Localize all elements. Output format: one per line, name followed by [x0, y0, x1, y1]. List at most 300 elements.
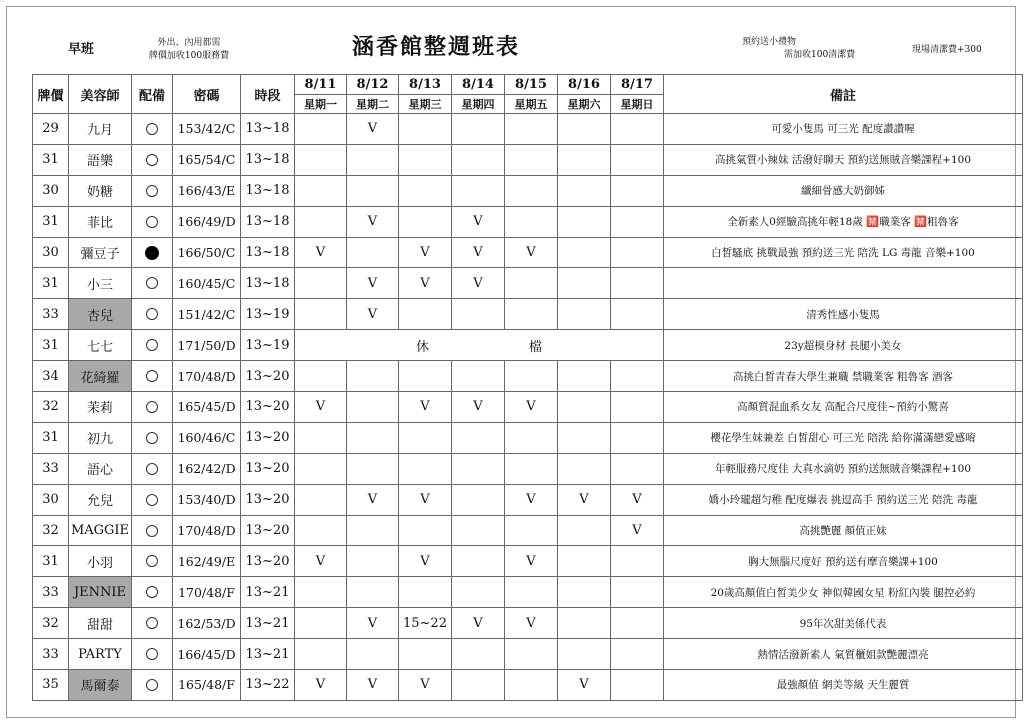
- day-cell: V: [399, 546, 452, 577]
- code-cell: 153/42/C: [173, 114, 241, 145]
- col-header-stylist: 美容師: [69, 75, 132, 114]
- stylist-name: 花綺羅: [69, 361, 132, 392]
- day-cell: 15~22: [399, 608, 452, 639]
- col-header-code: 密碼: [173, 75, 241, 114]
- day-cell: [399, 175, 452, 206]
- circle-icon: [146, 401, 158, 413]
- table-row: [33, 206, 1023, 237]
- day-cell: [558, 639, 611, 670]
- table-row: [33, 175, 1023, 206]
- day-cell: V: [295, 392, 347, 423]
- equip-cell: [132, 670, 173, 701]
- price-cell: 32: [33, 392, 69, 423]
- day-cell: [399, 422, 452, 453]
- table-row: [33, 268, 1023, 299]
- stylist-name: JENNIE: [69, 577, 132, 608]
- table-row: [33, 670, 1023, 701]
- day-cell: [505, 639, 558, 670]
- code-cell: 165/48/F: [173, 670, 241, 701]
- day-cell: [452, 670, 505, 701]
- equip-cell: [132, 577, 173, 608]
- day-cell: [611, 206, 664, 237]
- remark-cell: 23y超模身材 長腿小美女: [664, 330, 1023, 361]
- service-fee-note: [134, 37, 244, 63]
- day-cell: [611, 144, 664, 175]
- day-cell: V: [347, 268, 399, 299]
- day-cell: [611, 361, 664, 392]
- price-cell: 31: [33, 546, 69, 577]
- page-title: 涵香館整週班表: [352, 34, 521, 60]
- equip-cell: [132, 484, 173, 515]
- table-row: [33, 237, 1023, 268]
- day-cell: [452, 175, 505, 206]
- day-cell: V: [505, 546, 558, 577]
- day-cell: [505, 268, 558, 299]
- day-cell: [347, 237, 399, 268]
- remark-cell: 高挑白皙青春大學生兼職 禁職業客 粗魯客 酒客: [664, 361, 1023, 392]
- time-cell: 13~20: [241, 546, 295, 577]
- service-fee-note-line1: 外出、內用都需: [157, 38, 221, 48]
- remark-cell: 清秀性感小隻馬: [664, 299, 1023, 330]
- time-cell: 13~22: [241, 670, 295, 701]
- remark-cell: 高顏質混血系女友 高配合尺度佳~預約小驚喜: [664, 392, 1023, 423]
- day-cell: [399, 361, 452, 392]
- day-cell: [399, 515, 452, 546]
- circle-icon: [146, 648, 158, 660]
- day-cell: [347, 546, 399, 577]
- day-cell: [558, 515, 611, 546]
- code-cell: 160/45/C: [173, 268, 241, 299]
- day-cell: [452, 299, 505, 330]
- day-cell: [505, 206, 558, 237]
- equip-cell: [132, 361, 173, 392]
- equip-cell: [132, 237, 173, 268]
- table-row: [33, 330, 1023, 361]
- price-cell: 29: [33, 114, 69, 145]
- col-header-weekday: 星期六: [558, 95, 611, 114]
- day-cell: [295, 422, 347, 453]
- stylist-name: 七七: [69, 330, 132, 361]
- stylist-name: 小羽: [69, 546, 132, 577]
- time-cell: 13~20: [241, 361, 295, 392]
- day-cell: [558, 361, 611, 392]
- circle-icon: [146, 277, 158, 289]
- day-cell: V: [399, 670, 452, 701]
- day-cell: V: [347, 206, 399, 237]
- day-cell: V: [347, 299, 399, 330]
- stylist-name: 允兒: [69, 484, 132, 515]
- day-cell: [505, 670, 558, 701]
- col-header-weekday: 星期一: [295, 95, 347, 114]
- day-cell: [611, 392, 664, 423]
- stylist-name: 語樂: [69, 144, 132, 175]
- code-cell: 151/42/C: [173, 299, 241, 330]
- day-cell: [558, 299, 611, 330]
- code-cell: 166/49/D: [173, 206, 241, 237]
- time-cell: 13~20: [241, 515, 295, 546]
- col-header-date: 8/12: [347, 75, 399, 95]
- day-cell: [558, 453, 611, 484]
- day-cell: V: [295, 237, 347, 268]
- schedule-body: [33, 114, 1023, 701]
- col-header-date: 8/16: [558, 75, 611, 95]
- day-cell: V: [295, 546, 347, 577]
- day-cell: V: [452, 237, 505, 268]
- day-cell: [558, 392, 611, 423]
- equip-cell: [132, 144, 173, 175]
- price-cell: 31: [33, 144, 69, 175]
- day-cell: [611, 453, 664, 484]
- remark-cell: 纖細骨感大奶御姊: [664, 175, 1023, 206]
- equip-cell: [132, 422, 173, 453]
- day-cell: [505, 144, 558, 175]
- price-cell: 32: [33, 515, 69, 546]
- day-cell: [295, 144, 347, 175]
- table-row: [33, 639, 1023, 670]
- day-cell: [611, 114, 664, 145]
- rest-label-1: 休: [415, 339, 429, 355]
- circle-icon: [146, 463, 158, 475]
- day-cell: V: [611, 484, 664, 515]
- col-header-remark: 備註: [664, 75, 1023, 114]
- stylist-name: 甜甜: [69, 608, 132, 639]
- day-cell: V: [399, 392, 452, 423]
- remark-cell: 全新素人0經驗高挑年輕18歲 🈲職業客 🈲粗魯客: [664, 206, 1023, 237]
- code-cell: 170/48/F: [173, 577, 241, 608]
- price-cell: 30: [33, 484, 69, 515]
- stylist-name: 馬爾泰: [69, 670, 132, 701]
- day-cell: [399, 577, 452, 608]
- stylist-name: 杏兒: [69, 299, 132, 330]
- circle-icon: [146, 586, 158, 598]
- code-cell: 162/53/D: [173, 608, 241, 639]
- price-cell: 33: [33, 453, 69, 484]
- col-header-weekday: 星期二: [347, 95, 399, 114]
- col-header-date: 8/11: [295, 75, 347, 95]
- time-cell: 13~18: [241, 237, 295, 268]
- equip-cell: [132, 268, 173, 299]
- price-cell: 30: [33, 175, 69, 206]
- table-row: [33, 392, 1023, 423]
- remark-cell: 95年次甜美係代表: [664, 608, 1023, 639]
- day-cell: V: [505, 392, 558, 423]
- code-cell: 165/54/C: [173, 144, 241, 175]
- day-cell: [295, 515, 347, 546]
- time-cell: 13~20: [241, 453, 295, 484]
- table-row: [33, 114, 1023, 145]
- code-cell: 170/48/D: [173, 361, 241, 392]
- day-cell: V: [347, 670, 399, 701]
- day-cell: [347, 515, 399, 546]
- time-cell: 13~20: [241, 422, 295, 453]
- day-cell: V: [295, 670, 347, 701]
- day-cell: [611, 175, 664, 206]
- day-cell: V: [452, 206, 505, 237]
- code-cell: 162/42/D: [173, 453, 241, 484]
- day-cell: [399, 299, 452, 330]
- stylist-name: 菲比: [69, 206, 132, 237]
- day-cell: [611, 670, 664, 701]
- circle-icon: [146, 679, 158, 691]
- col-header-date: 8/13: [399, 75, 452, 95]
- day-cell: V: [611, 515, 664, 546]
- day-cell: [295, 268, 347, 299]
- day-cell: [295, 361, 347, 392]
- code-cell: 171/50/D: [173, 330, 241, 361]
- circle-icon: [146, 494, 158, 506]
- day-cell: V: [505, 484, 558, 515]
- time-cell: 13~19: [241, 330, 295, 361]
- circle-icon: [146, 154, 158, 166]
- day-cell: V: [347, 114, 399, 145]
- day-cell: [295, 453, 347, 484]
- day-cell: [295, 577, 347, 608]
- code-cell: 166/43/E: [173, 175, 241, 206]
- price-cell: 32: [33, 608, 69, 639]
- circle-icon: [146, 185, 158, 197]
- table-row: [33, 608, 1023, 639]
- price-cell: 31: [33, 422, 69, 453]
- day-cell: [505, 299, 558, 330]
- day-cell: [347, 144, 399, 175]
- circle-icon: [146, 370, 158, 382]
- time-cell: 13~18: [241, 114, 295, 145]
- day-cell: [452, 639, 505, 670]
- day-cell: [347, 453, 399, 484]
- code-cell: 153/40/D: [173, 484, 241, 515]
- circle-icon: [146, 617, 158, 629]
- day-cell: V: [558, 670, 611, 701]
- time-cell: 13~20: [241, 484, 295, 515]
- day-cell: [558, 175, 611, 206]
- day-cell: [611, 268, 664, 299]
- day-cell: V: [347, 608, 399, 639]
- equip-cell: [132, 453, 173, 484]
- code-cell: 162/49/E: [173, 546, 241, 577]
- day-cell: [295, 114, 347, 145]
- stylist-name: 語心: [69, 453, 132, 484]
- day-cell: [611, 299, 664, 330]
- day-cell: [505, 577, 558, 608]
- col-header-date: 8/17: [611, 75, 664, 95]
- table-row: [33, 515, 1023, 546]
- booking-note-line1: 預約送小禮物: [742, 37, 797, 47]
- day-cell: [452, 144, 505, 175]
- day-cell: [611, 639, 664, 670]
- col-header-date: 8/15: [505, 75, 558, 95]
- table-row: [33, 546, 1023, 577]
- remark-cell: 櫻花學生妹兼差 白皙甜心 可三光 陪洗 給你滿滿戀愛感唷: [664, 422, 1023, 453]
- remark-cell: 熱情活潑新素人 氣質櫃姐款艷麗漂亮: [664, 639, 1023, 670]
- day-cell: [295, 639, 347, 670]
- code-cell: 165/45/D: [173, 392, 241, 423]
- equip-cell: [132, 330, 173, 361]
- day-cell: [452, 484, 505, 515]
- price-cell: 34: [33, 361, 69, 392]
- day-cell: V: [399, 237, 452, 268]
- stylist-name: 小三: [69, 268, 132, 299]
- table-row: [33, 361, 1023, 392]
- remark-cell: 嬌小玲瓏超匀稚 配度爆表 挑逗高手 預約送三光 陪洗 毒龍: [664, 484, 1023, 515]
- day-cell: [558, 206, 611, 237]
- rest-cell: [295, 330, 664, 361]
- equip-cell: [132, 206, 173, 237]
- remark-cell: 胸大無腦尺度好 預約送有摩音樂課+100: [664, 546, 1023, 577]
- price-cell: 31: [33, 206, 69, 237]
- circle-icon: [146, 432, 158, 444]
- day-cell: [558, 608, 611, 639]
- time-cell: 13~18: [241, 206, 295, 237]
- circle-icon: [146, 216, 158, 228]
- circle-icon: [146, 555, 158, 567]
- day-cell: [295, 484, 347, 515]
- day-cell: [611, 608, 664, 639]
- stylist-name: 奶糖: [69, 175, 132, 206]
- table-row: [33, 453, 1023, 484]
- price-cell: 30: [33, 237, 69, 268]
- col-header-weekday: 星期三: [399, 95, 452, 114]
- col-header-date: 8/14: [452, 75, 505, 95]
- booking-note-line2: 需加收100清潔費: [784, 50, 856, 60]
- code-cell: 160/46/C: [173, 422, 241, 453]
- day-cell: [295, 206, 347, 237]
- day-cell: V: [399, 484, 452, 515]
- day-cell: [505, 114, 558, 145]
- day-cell: V: [347, 484, 399, 515]
- col-header-weekday: 星期四: [452, 95, 505, 114]
- circle-icon: [146, 525, 158, 537]
- col-header-price: 牌價: [33, 75, 69, 114]
- price-cell: 33: [33, 639, 69, 670]
- equip-cell: [132, 299, 173, 330]
- equip-cell: [132, 175, 173, 206]
- day-cell: [611, 237, 664, 268]
- day-cell: [399, 453, 452, 484]
- day-cell: [505, 175, 558, 206]
- code-cell: 170/48/D: [173, 515, 241, 546]
- day-cell: [399, 114, 452, 145]
- day-cell: V: [505, 608, 558, 639]
- stylist-name: PARTY: [69, 639, 132, 670]
- remark-cell: 白皙騷底 挑戰最強 預約送三光 陪洗 LG 毒龍 音樂+100: [664, 237, 1023, 268]
- day-cell: [611, 577, 664, 608]
- time-cell: 13~18: [241, 175, 295, 206]
- col-header-weekday: 星期日: [611, 95, 664, 114]
- day-cell: V: [452, 268, 505, 299]
- price-cell: 33: [33, 577, 69, 608]
- price-cell: 31: [33, 330, 69, 361]
- price-cell: 33: [33, 299, 69, 330]
- day-cell: [295, 175, 347, 206]
- schedule-table: [32, 74, 1023, 701]
- circle-icon: [146, 308, 158, 320]
- time-cell: 13~21: [241, 577, 295, 608]
- day-cell: V: [452, 392, 505, 423]
- time-cell: 13~21: [241, 639, 295, 670]
- col-header-time: 時段: [241, 75, 295, 114]
- equip-cell: [132, 546, 173, 577]
- day-cell: [558, 422, 611, 453]
- day-cell: [505, 422, 558, 453]
- day-cell: [505, 453, 558, 484]
- col-header-equip: 配備: [132, 75, 173, 114]
- table-row: [33, 299, 1023, 330]
- day-cell: [347, 639, 399, 670]
- equip-cell: [132, 515, 173, 546]
- day-cell: [452, 114, 505, 145]
- day-cell: [558, 144, 611, 175]
- day-cell: [505, 515, 558, 546]
- day-cell: [611, 422, 664, 453]
- day-cell: [452, 453, 505, 484]
- day-cell: [399, 206, 452, 237]
- table-row: [33, 422, 1023, 453]
- day-cell: [558, 546, 611, 577]
- price-cell: 31: [33, 268, 69, 299]
- day-cell: [452, 515, 505, 546]
- stylist-name: 初九: [69, 422, 132, 453]
- cleaning-fee-note: 現場清潔費+300: [912, 45, 982, 55]
- time-cell: 13~21: [241, 608, 295, 639]
- day-cell: [452, 422, 505, 453]
- day-cell: V: [452, 608, 505, 639]
- day-cell: [347, 392, 399, 423]
- circle-icon: [146, 123, 158, 135]
- stylist-name: 九月: [69, 114, 132, 145]
- table-row: [33, 484, 1023, 515]
- shift-label: 早班: [68, 42, 95, 57]
- price-cell: 35: [33, 670, 69, 701]
- service-fee-note-line2: 牌價加收100服務費: [148, 51, 230, 61]
- day-cell: [399, 144, 452, 175]
- day-cell: [558, 114, 611, 145]
- day-cell: [452, 361, 505, 392]
- day-cell: [558, 577, 611, 608]
- code-cell: 166/50/C: [173, 237, 241, 268]
- day-cell: [611, 546, 664, 577]
- day-cell: [347, 361, 399, 392]
- day-cell: [347, 577, 399, 608]
- stylist-name: 茉莉: [69, 392, 132, 423]
- remark-cell: 最強顏值 網美等級 天生麗質: [664, 670, 1023, 701]
- day-cell: [347, 175, 399, 206]
- day-cell: [505, 361, 558, 392]
- rest-label-2: 檔: [529, 339, 543, 355]
- equip-cell: [132, 114, 173, 145]
- remark-cell: 高挑艷麗 顏值正妹: [664, 515, 1023, 546]
- time-cell: 13~19: [241, 299, 295, 330]
- remark-cell: 可愛小隻馬 可三光 配度讚讚喔: [664, 114, 1023, 145]
- day-cell: [347, 422, 399, 453]
- day-cell: [295, 608, 347, 639]
- time-cell: 13~18: [241, 268, 295, 299]
- table-row: [33, 144, 1023, 175]
- day-cell: V: [558, 484, 611, 515]
- col-header-weekday: 星期五: [505, 95, 558, 114]
- day-cell: [558, 237, 611, 268]
- time-cell: 13~20: [241, 392, 295, 423]
- day-cell: [558, 268, 611, 299]
- remark-cell: [664, 268, 1023, 299]
- filled-circle-icon: [145, 246, 159, 260]
- equip-cell: [132, 392, 173, 423]
- equip-cell: [132, 639, 173, 670]
- circle-icon: [146, 339, 158, 351]
- day-cell: [295, 299, 347, 330]
- day-cell: V: [505, 237, 558, 268]
- table-row: [33, 577, 1023, 608]
- remark-cell: 高挑氣質小辣妹 活潑好聊天 預約送無賊音樂課程+100: [664, 144, 1023, 175]
